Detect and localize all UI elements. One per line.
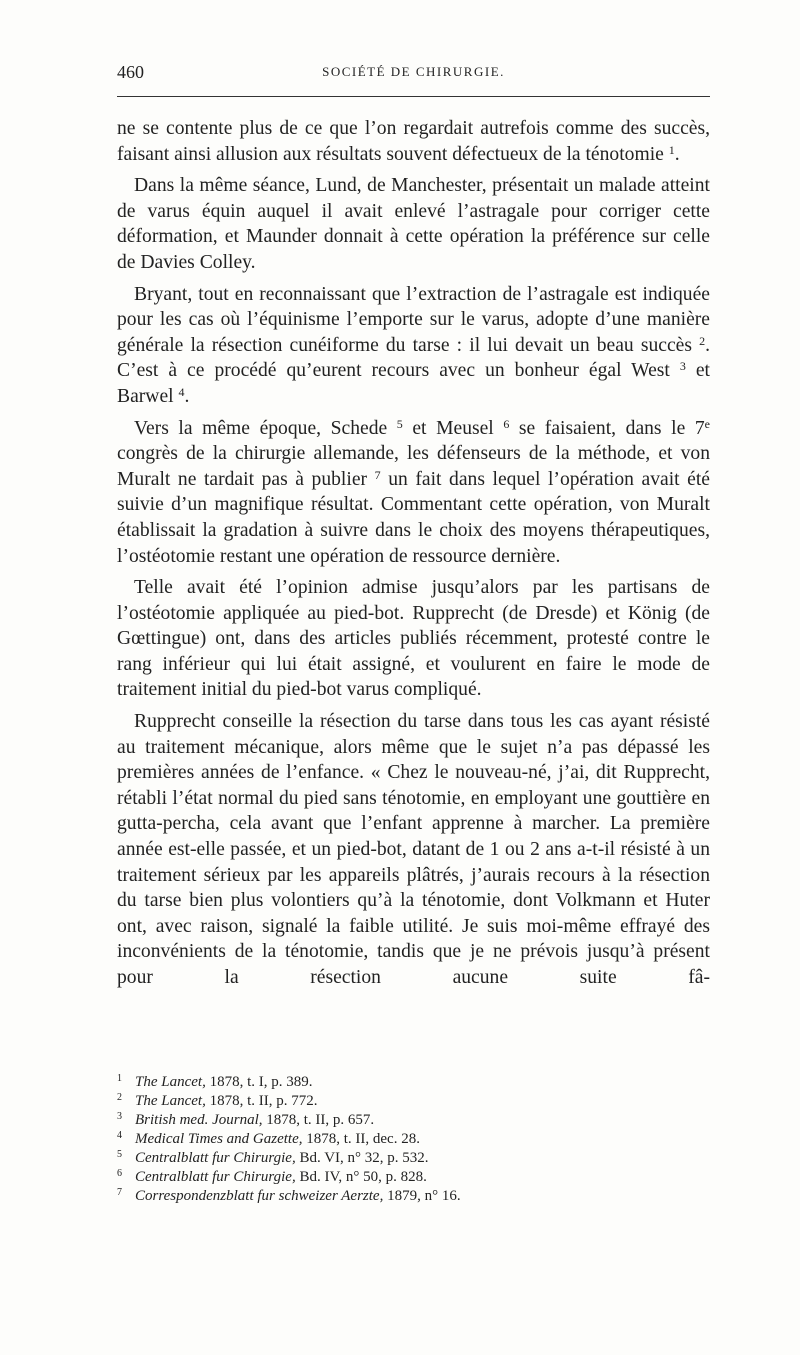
footnote-mark: 5 [117, 1149, 122, 1160]
footnote-ref: 7 [374, 467, 381, 482]
footnote-source: Medical Times and Gazette, [135, 1131, 303, 1147]
running-head: SOCIÉTÉ DE CHIRURGIE. [322, 64, 505, 79]
footnote-reference: 1878, t. II, p. 657. [262, 1112, 375, 1128]
footnote-text [135, 1111, 374, 1130]
text-run: Rupprecht conseille la résection du tarse dans tous les cas ayant résisté au traitement mécanique, alors même que le sujet n’a pas dépassé les premières années de l’enfance. « Chez le nouveau-né, j’ai, dit Rupprecht, rétabli l’état normal du pied sans ténotomie, en employant une gouttière en gutta-percha, cela avant que l’enfant apprenne à marcher. La première année est-elle passée, et un pied-bot, datant de 1 ou 2 ans a-t-il résisté à un traitement sérieux par les appareils plâtrés, j’aurais recours à la résection du tarse bien plus volontiers qu’à la ténotomie, dont Volkmann et Huter ont, avec raison, signalé la faible utilité. Je suis moi-même effrayé des inconvénients de la ténotomie, tandis que je ne prévois jusqu’à présent pour la résection aucune suite fâ- [117, 711, 710, 988]
footnote-reference: 1878, t. II, p. 772. [205, 1093, 318, 1109]
text-run: et Barwel [117, 360, 710, 407]
footnote [117, 1073, 710, 1092]
text-run: se faisaient, dans le 7 [509, 417, 705, 439]
footnote-reference: 1879, n° 16. [383, 1188, 461, 1204]
footnote-ref: 6 [503, 416, 510, 431]
footnote-ref: e [704, 416, 710, 431]
page-number: 460 [117, 62, 144, 82]
footnote [117, 1092, 710, 1111]
footnote-ref: 5 [396, 416, 403, 431]
text-run: . [184, 385, 190, 407]
footnote-ref: 1 [668, 142, 675, 157]
footnote-text [135, 1187, 461, 1206]
footnote-mark: 2 [117, 1092, 122, 1103]
paragraph [117, 116, 710, 167]
paragraph [117, 282, 710, 410]
footnote-reference: Bd. IV, n° 50, p. 828. [295, 1169, 427, 1185]
body-text [117, 116, 710, 997]
footnote-ref: 2 [699, 333, 706, 348]
text-run: et Meusel [402, 417, 504, 439]
footnote [117, 1168, 710, 1187]
text-run: Vers la même époque, Schede [134, 417, 397, 439]
text-run: ne se contente plus de ce que l’on regardait autrefois comme des succès, faisant ainsi allusion aux résultats souvent défectueux de la ténotomie [117, 118, 710, 165]
footnote-ref: 3 [679, 359, 686, 374]
text-run: . C’est à ce procédé qu’eurent recours avec un bonheur égal West [117, 334, 710, 382]
text-run: un fait dans lequel l’opération avait été suivie d’un magnifique résultat. Commentant cette opération, von Muralt établissait la gradation à suivre dans le choix des moyens thérapeutiques, l’ostéotomie restant une opération de ressource dernière. [117, 468, 710, 567]
footnote-text [135, 1168, 427, 1187]
footnote-reference: Bd. VI, n° 32, p. 532. [295, 1150, 429, 1166]
footnote [117, 1130, 710, 1149]
paragraph [117, 416, 710, 570]
footnote-text [135, 1073, 313, 1092]
footnote [117, 1111, 710, 1130]
footnote-reference: 1878, t. II, dec. 28. [302, 1131, 420, 1147]
footnote-source: Correspondenzblatt fur schweizer Aerzte, [135, 1188, 384, 1204]
text-run: Telle avait été l’opinion admise jusqu’alors par les partisans de l’ostéotomie appliquée au pied-bot. Rupprecht (de Dresde) et König (de Gœttingue) ont, dans des articles publiés récemment, protesté contre le rang inférieur qui lui était assigné, et voulurent en faire le mode de traitement initial du pied-bot varus compliqué. [117, 577, 710, 701]
page-header [117, 62, 710, 86]
footnote-source: The Lancet, [135, 1093, 206, 1109]
footnote-mark: 6 [117, 1168, 122, 1179]
footnote-mark: 3 [117, 1111, 122, 1122]
footnote-reference: 1878, t. I, p. 389. [205, 1074, 313, 1090]
text-run: congrès de la chirurgie allemande, les défenseurs de la méthode, et von Muralt ne tardait pas à publier [117, 443, 710, 490]
footnotes [117, 1073, 710, 1206]
footnote [117, 1149, 710, 1168]
footnote-ref: 4 [178, 384, 185, 399]
footnote-text [135, 1149, 429, 1168]
footnote-source: The Lancet, [135, 1074, 206, 1090]
text-run: . [674, 143, 680, 165]
paragraph [117, 575, 710, 703]
text-run: Bryant, tout en reconnaissant que l’extraction de l’astragale est indiquée pour les cas où l’équinisme l’emporte sur le varus, adopte d’une manière générale la résection cunéiforme du tarse : il lui devait un beau succès [117, 283, 710, 356]
header-rule [117, 96, 710, 97]
footnote-text [135, 1130, 420, 1149]
footnote [117, 1187, 710, 1206]
paragraph [117, 173, 710, 275]
footnote-mark: 4 [117, 1130, 122, 1141]
footnote-text [135, 1092, 318, 1111]
footnote-source: Centralblatt fur Chirurgie, [135, 1169, 296, 1185]
footnote-source: British med. Journal, [135, 1112, 263, 1128]
footnote-mark: 1 [117, 1073, 122, 1084]
paragraph [117, 709, 710, 991]
footnote-source: Centralblatt fur Chirurgie, [135, 1150, 296, 1166]
text-run: Dans la même séance, Lund, de Manchester, présentait un malade atteint de varus équin auquel il avait enlevé l’astragale pour corriger cette déformation, et Maunder donnait à cette opération la préférence sur celle de Davies Colley. [117, 175, 710, 273]
footnote-mark: 7 [117, 1187, 122, 1198]
